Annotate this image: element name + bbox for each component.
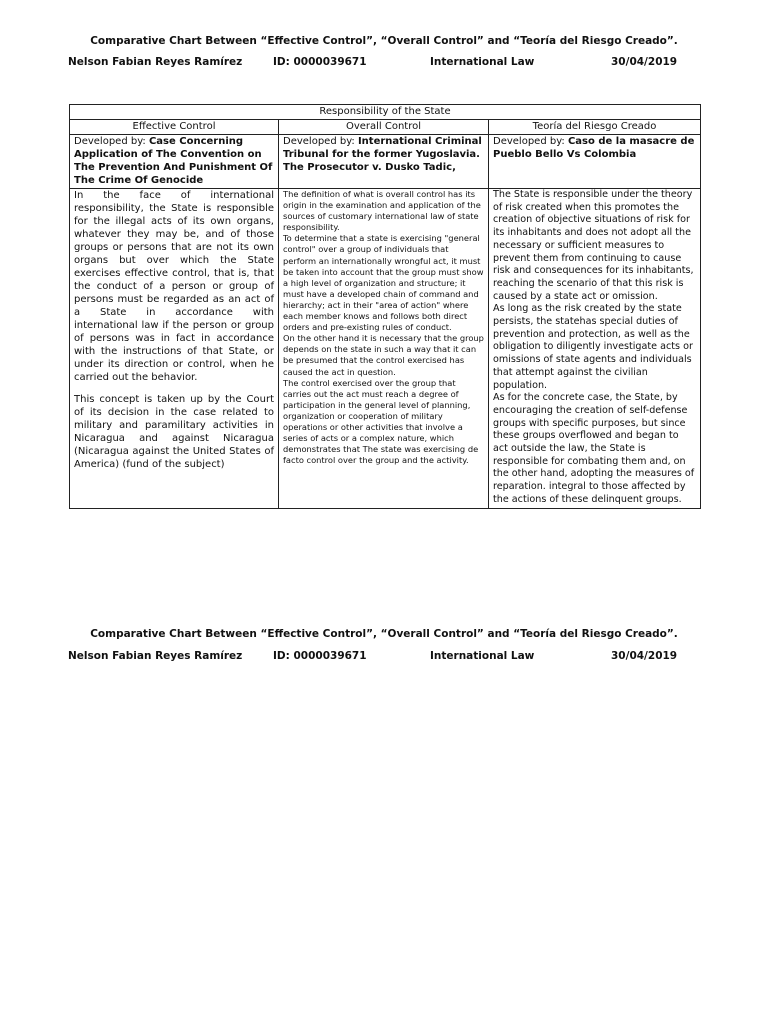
developed-by-label: Developed by: — [493, 136, 565, 147]
developed-by-label: Developed by: — [283, 136, 355, 147]
paragraph: The definition of what is overall control has its origin in the examination and application of the sources of customary international law of state responsibility. — [283, 189, 481, 233]
student-id: ID: 0000039671 — [273, 56, 367, 68]
riesgo-creado-description — [489, 189, 701, 509]
paragraph: On the other hand it is necessary that the group depends on the state in such a way that it can be presumed that the control exercised has caused the act in question. — [283, 333, 484, 377]
case-name: Case Concerning Application of The Convention on The Prevention And Punishment Of The Crime Of Genocide — [74, 136, 273, 186]
column-header-effective-control: Effective Control — [70, 120, 279, 135]
column-header-overall-control: Overall Control — [279, 120, 489, 135]
page-title: Comparative Chart Between “Effective Control”, “Overall Control” and “Teoría del Riesgo Creado”. — [90, 35, 678, 47]
overall-control-description — [279, 189, 489, 509]
paragraph: The State is responsible under the theory of risk created when this promotes the creation of objective situations of risk for its inhabitants and does not adopt all the necessary or sufficient measures to prevent them from continuing to cause risk and consequences for its inhabitants, reaching the scenario of that this risk is caused by a state act or omission. — [493, 189, 694, 302]
paragraph: To determine that a state is exercising "general control" over a group of individuals that perform an internationally wrongful act, it must be taken into account that the group must show a high level of organization and structure; it must have a developed chain of command and hierarchy; act in their "area of action" where each member knows and follows both direct orders and pre-existing rules of conduct. — [283, 233, 484, 333]
developed-by-cell — [489, 135, 701, 189]
document-date: 30/04/2019 — [611, 56, 678, 68]
course-name: International Law — [430, 650, 535, 662]
column-header-riesgo-creado: Teoría del Riesgo Creado — [489, 120, 701, 135]
case-name: Caso de la masacre de Pueblo Bello Vs Colombia — [493, 136, 695, 160]
course-name: International Law — [430, 56, 535, 68]
author-name: Nelson Fabian Reyes Ramírez — [68, 56, 243, 68]
page-title: Comparative Chart Between “Effective Control”, “Overall Control” and “Teoría del Riesgo Creado”. — [90, 628, 678, 640]
paragraph: As long as the risk created by the state persists, the statehas special duties of prevention and protection, as well as the obligation to diligently investigate acts or omissions of state agents and individuals that attempt against the civilian population. — [493, 303, 693, 391]
paragraph: This concept is taken up by the Court of its decision in the case related to military and paramilitary activities in Nicaragua and against Nicaragua (Nicaragua against the United States of America) (fund of the subject) — [74, 394, 274, 470]
comparative-table — [69, 104, 701, 509]
author-name: Nelson Fabian Reyes Ramírez — [68, 650, 243, 662]
developed-by-cell — [279, 135, 489, 189]
effective-control-description — [70, 189, 279, 509]
paragraph: In the face of international responsibility, the State is responsible for the illegal acts of its own organs, whatever they may be, and of those groups or persons that are not its own organs but over which the State exercises effective control, that is, that the conduct of a person or group of persons must be regarded as an act of a State in accordance with international law if the person or group of persons was in fact in accordance with the instructions of that State, or under its direction or control, when he carried out the behavior. — [74, 190, 274, 383]
paragraph: The control exercised over the group that carries out the act must reach a degree of participation in the general level of planning, organization or cooperation of military operations or other activities that involve a series of acts or a complex nature, which demonstrates that The state was exercising de facto control over the group and the activity. — [283, 377, 479, 466]
paragraph: As for the concrete case, the State, by encouraging the creation of self-defense groups with specific purposes, but since these groups overflowed and began to act outside the law, the State is responsible for combating them and, on the other hand, adopting the measures of reparation. integral to those affected by the actions of these delinquent groups. — [493, 392, 695, 505]
student-id: ID: 0000039671 — [273, 650, 367, 662]
developed-by-cell — [70, 135, 279, 189]
developed-by-label: Developed by: — [74, 136, 146, 147]
table-caption: Responsibility of the State — [70, 105, 701, 120]
case-name: International Criminal Tribunal for the former Yugoslavia. The Prosecutor v. Dusko Tadic, — [283, 136, 482, 173]
document-date: 30/04/2019 — [611, 650, 678, 662]
